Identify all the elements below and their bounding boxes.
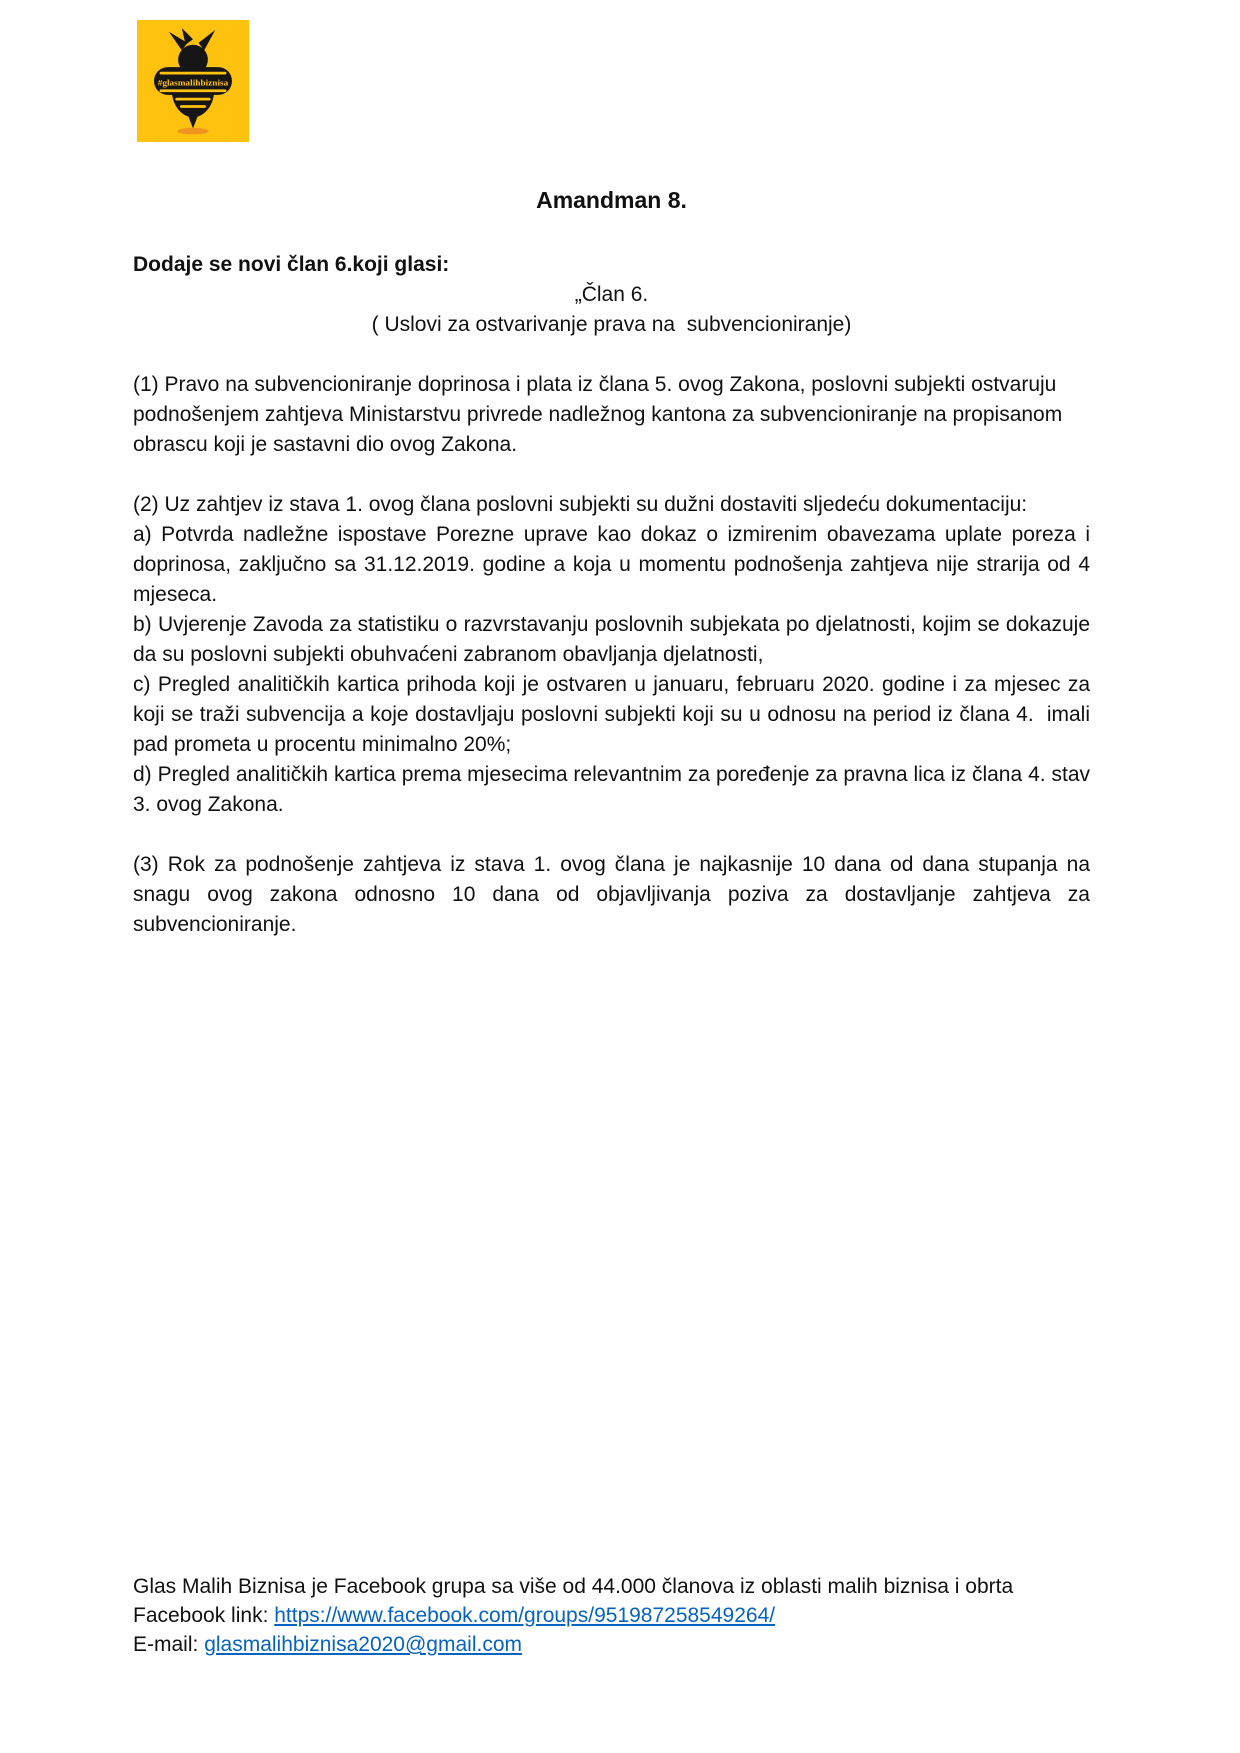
- glasmalihbiznisa-logo: [137, 20, 249, 142]
- list-item-a: a) Potvrda nadležne ispostave Porezne uprave kao dokaz o izmirenim obavezama uplate poreza i doprinosa, zaključno sa 31.12.2019. godine a koja u momentu podnošenja zahtjeva nije strarija od 4 mjeseca.: [133, 523, 1096, 606]
- document-content: [133, 186, 1096, 940]
- spacer: [133, 340, 1090, 370]
- list-item-c: c) Pregled analitičkih kartica prihoda koji je ostvaren u januaru, februaru 2020. godine i za mjesec za koji se traži subvencija a koje dostavljaju poslovni subjekti koji su u odnosu na period iz člana 4. imali pad prometa u procentu minimalno 20%;: [133, 673, 1096, 756]
- spacer: [133, 460, 1090, 490]
- footer-email-line: [133, 1630, 1093, 1659]
- bee-icon: [141, 23, 245, 139]
- footer-facebook-line: [133, 1601, 1093, 1630]
- paragraph-3: (3) Rok za podnošenje zahtjeva iz stava 1. ovog člana je najkasnije 10 dana od dana stupanja na snagu ovog zakona odnosno 10 dana od objavljivanja poziva za dostavljanje zahtjeva za subvencioniranje.: [133, 853, 1096, 936]
- list-item-b: b) Uvjerenje Zavoda za statistiku o razvrstavanju poslovnih subjekata po djelatnosti, kojim se dokazuje da su poslovni subjekti obuhvaćeni zabranom obavljanja djelatnosti,: [133, 613, 1096, 666]
- facebook-link-label: Facebook link:: [133, 1604, 275, 1627]
- document-title: Amandman 8.: [536, 187, 687, 213]
- footer: [133, 1572, 1093, 1659]
- logo-hashtag-text: #glasmalihbiznisa: [157, 78, 230, 88]
- email-label: E-mail:: [133, 1633, 205, 1656]
- facebook-group-link[interactable]: https://www.facebook.com/groups/951987258549264/: [274, 1604, 776, 1627]
- clan-subheading: ( Uslovi za ostvarivanje prava na subvencioniranje): [371, 313, 852, 336]
- email-link[interactable]: glasmalihbiznisa2020@gmail.com: [204, 1633, 522, 1656]
- list-item-d: d) Pregled analitičkih kartica prema mjesecima relevantnim za poređenje za pravna lica iz člana 4. stav 3. ovog Zakona.: [133, 763, 1096, 816]
- footer-description: Glas Malih Biznisa je Facebook grupa sa više od 44.000 članova iz oblasti malih biznisa i obrta: [133, 1575, 1014, 1598]
- spacer: [133, 820, 1090, 850]
- logo-shadow: [177, 128, 209, 134]
- paragraph-2: (2) Uz zahtjev iz stava 1. ovog člana poslovni subjekti su dužni dostaviti sljedeću dokumentaciju:: [133, 493, 1028, 516]
- intro-line: Dodaje se novi član 6.koji glasi:: [133, 253, 450, 276]
- paragraph-1: (1) Pravo na subvencioniranje doprinosa i plata iz člana 5. ovog Zakona, poslovni subjekti ostvaruju podnošenjem zahtjeva Ministarstvu privrede nadležnog kantona za subvencioniranje na propisanom obrascu koji je sastavni dio ovog Zakona.: [133, 373, 1069, 456]
- clan-heading: „Član 6.: [574, 283, 649, 306]
